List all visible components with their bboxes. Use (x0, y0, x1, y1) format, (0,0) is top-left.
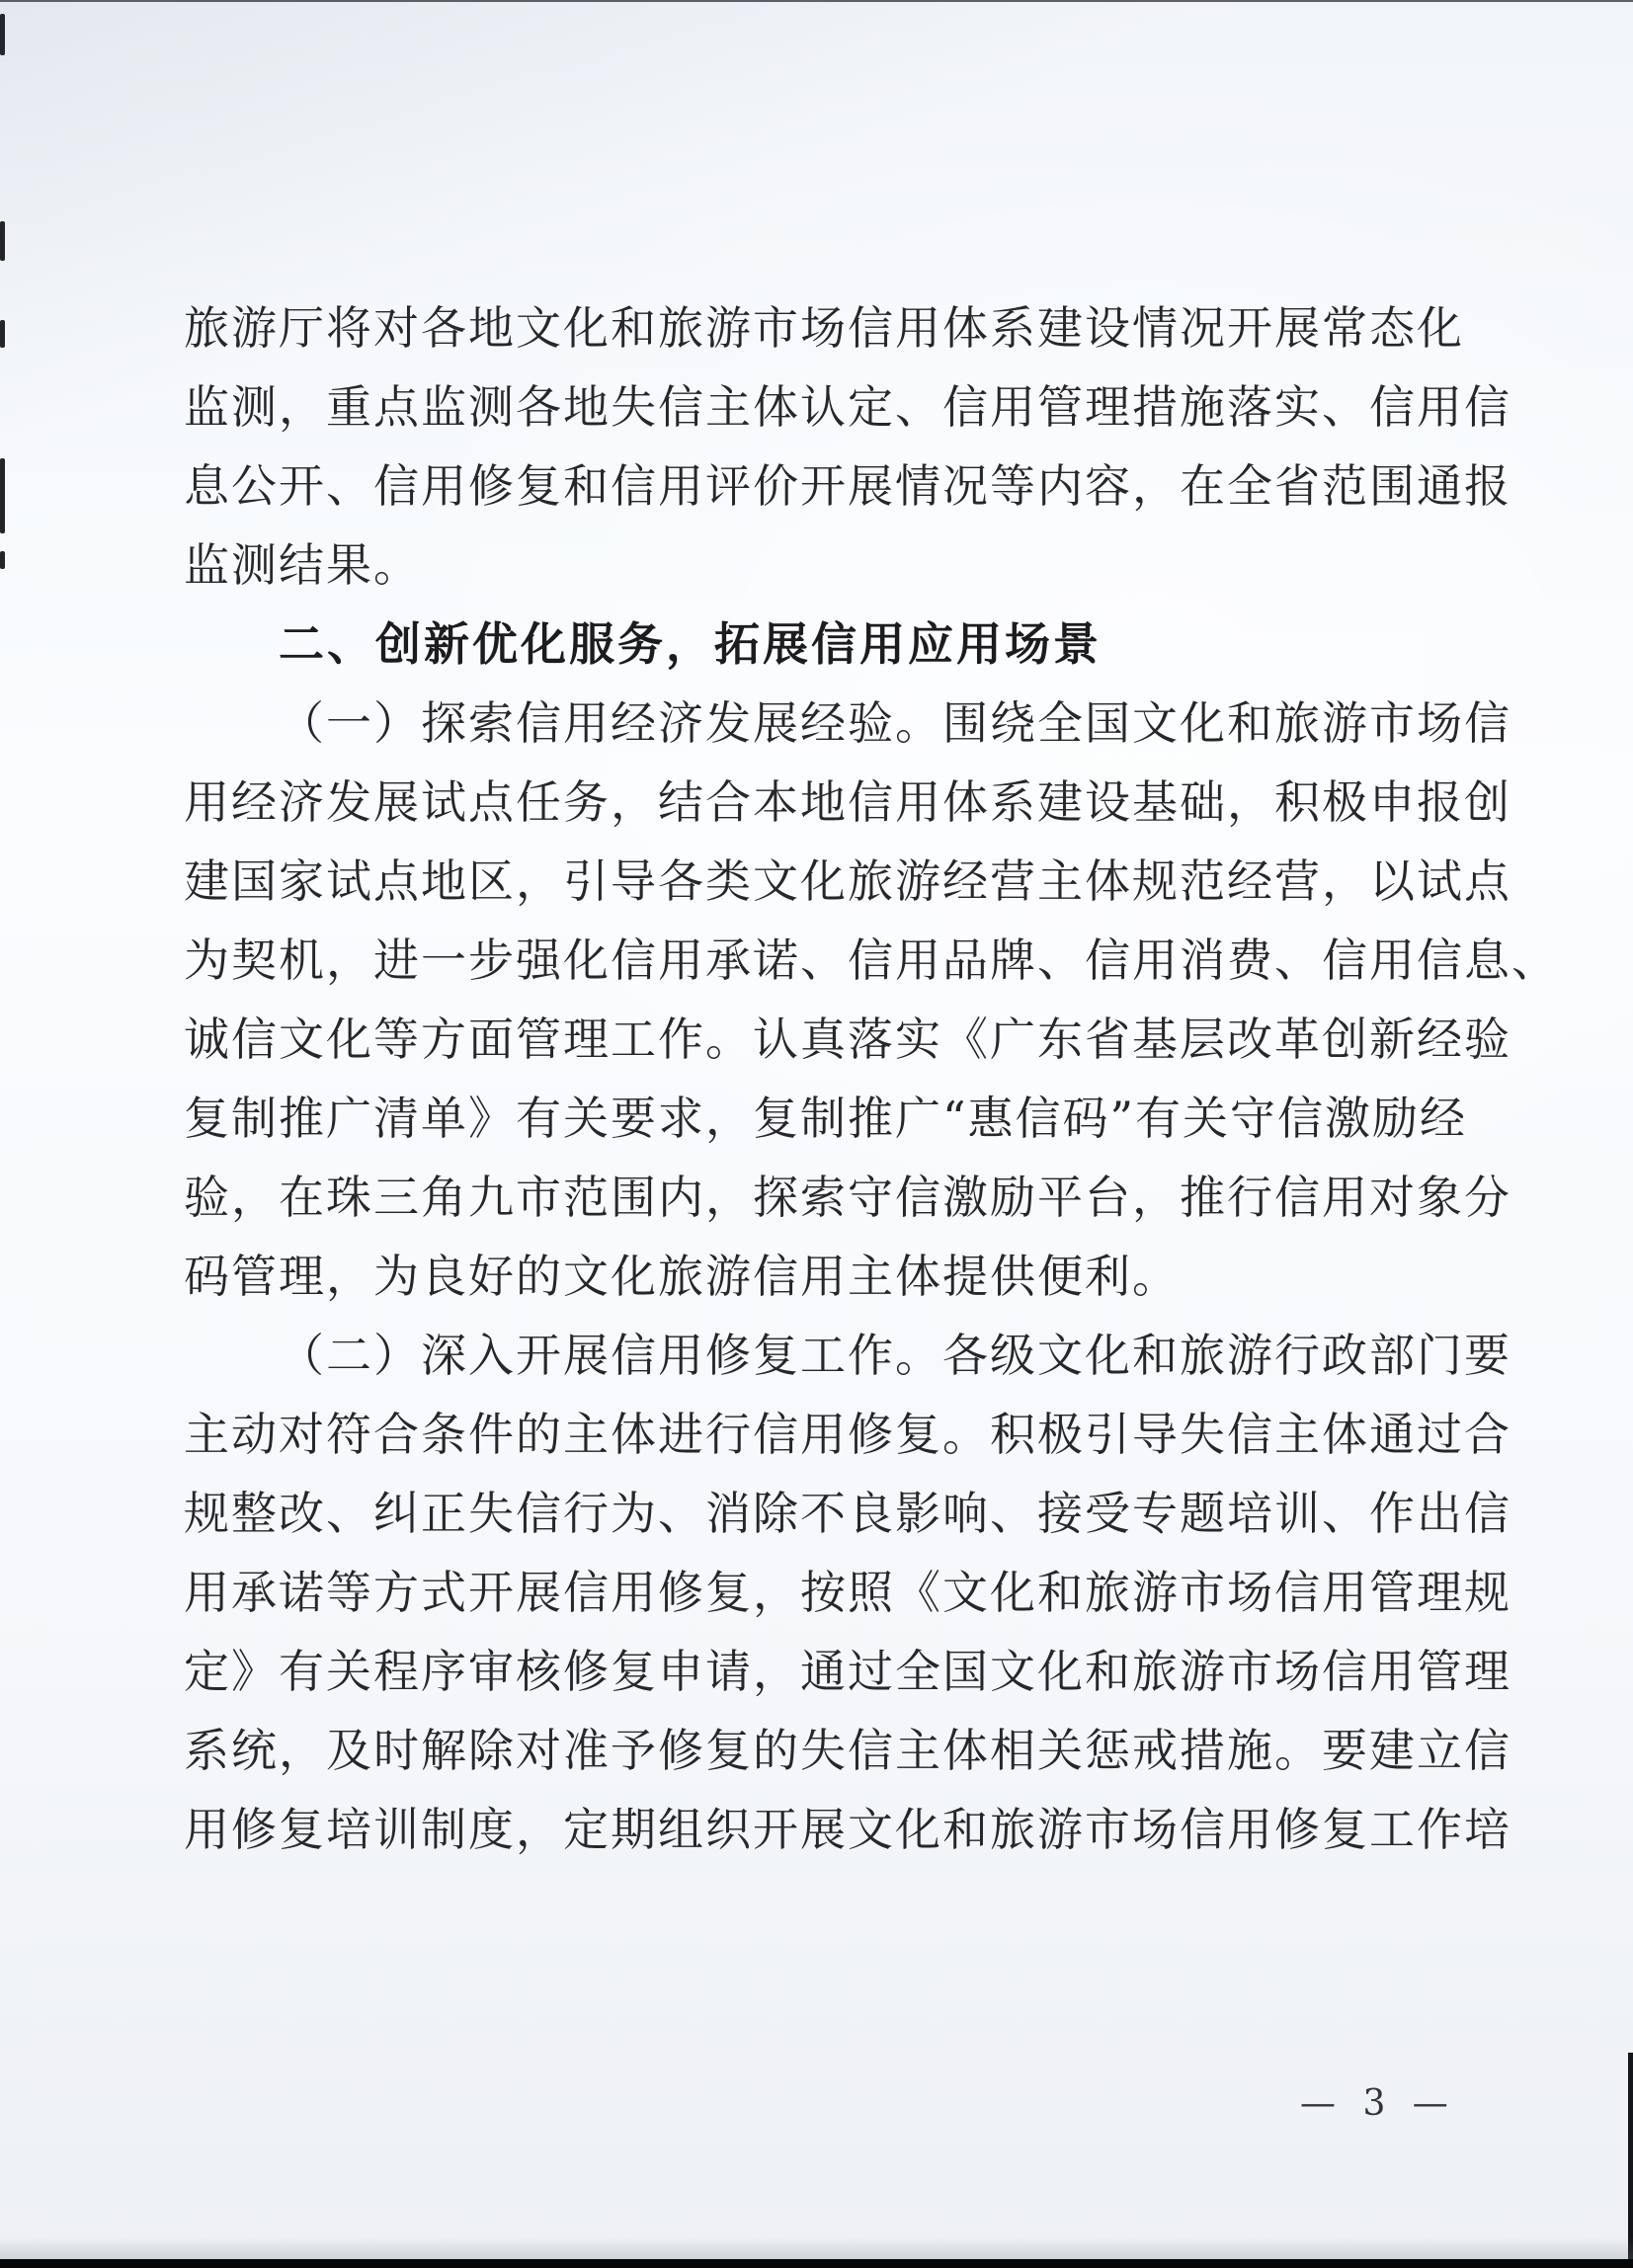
text-line: 用修复培训制度，定期组织开展文化和旅游市场信用修复工作培 (184, 1803, 1511, 1856)
document-body (184, 288, 1559, 1869)
text-line: （二）深入开展信用修复工作。各级文化和旅游行政部门要 (279, 1329, 1511, 1382)
text-line: 息公开、信用修复和信用评价开展情况等内容，在全省范围通报 (184, 459, 1511, 513)
text-line: 用经济发展试点任务，结合本地信用体系建设基础，积极申报创 (184, 775, 1511, 829)
scan-edge-right (1628, 2053, 1633, 2268)
text-line: （一）探索信用经济发展经验。围绕全国文化和旅游市场信 (279, 696, 1511, 750)
text-line: 监测，重点监测各地失信主体认定、信用管理措施落实、信用信 (184, 380, 1511, 434)
scan-speck (0, 551, 5, 569)
text-line: 用承诺等方式开展信用修复，按照《文化和旅游市场信用管理规 (184, 1566, 1511, 1619)
text-line: 旅游厅将对各地文化和旅游市场信用体系建设情况开展常态化 (184, 301, 1464, 355)
text-line: 码管理，为良好的文化旅游信用主体提供便利。 (184, 1250, 1180, 1303)
text-line: 主动对符合条件的主体进行信用修复。积极引导失信主体通过合 (184, 1408, 1511, 1461)
text-line: 复制推广清单》有关要求，复制推广“惠信码”有关守信激励经 (184, 1092, 1468, 1145)
text-line: 为契机，进一步强化信用承诺、信用品牌、信用消费、信用信息、 (184, 933, 1559, 987)
text-line: 建国家试点地区，引导各类文化旅游经营主体规范经营，以试点 (184, 854, 1511, 908)
text-line: 诚信文化等方面管理工作。认真落实《广东省基层改革创新经验 (184, 1012, 1511, 1066)
scan-speck (0, 458, 5, 533)
scan-edge-bottom (0, 2259, 1633, 2268)
text-line: 系统，及时解除对准予修复的失信主体相关惩戒措施。要建立信 (184, 1724, 1511, 1777)
scan-speck (0, 14, 5, 55)
text-line: 定》有关程序审核修复申请，通过全国文化和旅游市场信用管理 (184, 1645, 1511, 1698)
text-line: 验，在珠三角九市范围内，探索守信激励平台，推行信用对象分 (184, 1171, 1511, 1224)
scan-speck (0, 320, 5, 348)
text-line: 规整改、纠正失信行为、消除不良影响、接受专题培训、作出信 (184, 1487, 1511, 1540)
page-number: — 3 — (1300, 2083, 1456, 2124)
text-line: 监测结果。 (184, 538, 421, 592)
scan-speck (0, 221, 5, 261)
scan-edge-top (0, 0, 1633, 2)
section-heading: 二、创新优化服务，拓展信用应用场景 (279, 617, 1102, 671)
scan-edge-shadow (0, 2237, 1633, 2259)
